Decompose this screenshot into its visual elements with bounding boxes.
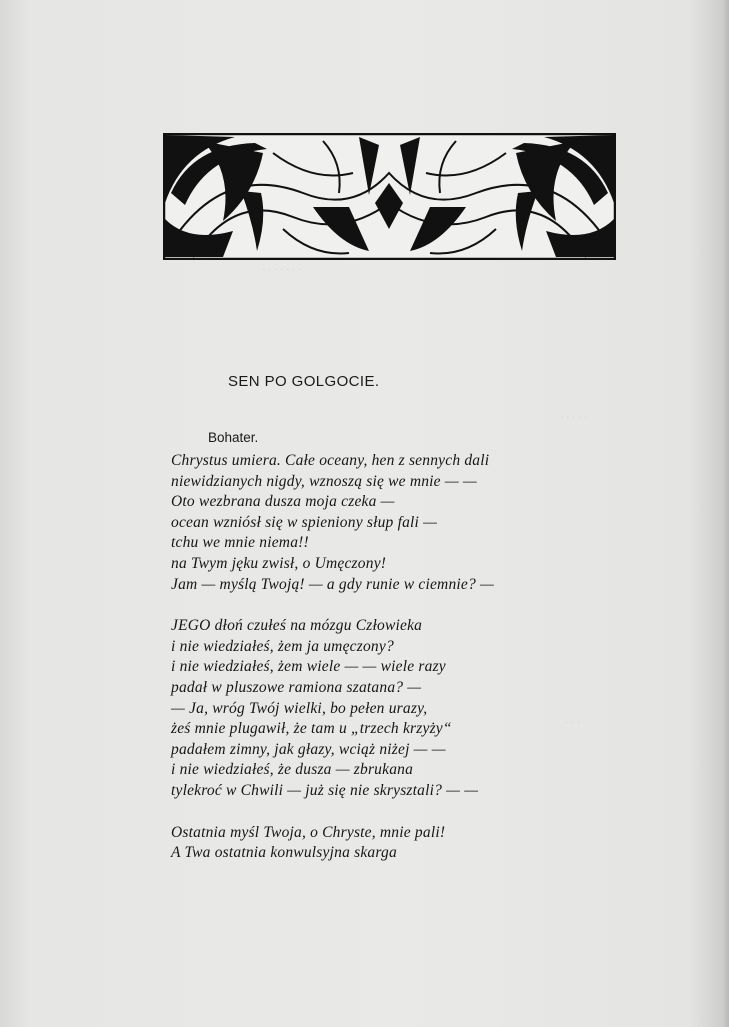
verse-line: — Ja, wróg Twój wielki, bo pełen urazy, — [171, 699, 428, 717]
ornament-vignette — [163, 133, 616, 260]
verse-line: niewidzianych nigdy, wznoszą się we mnie — — — [171, 472, 477, 490]
verse-line: padał w pluszowe ramiona szatana? — — [171, 678, 422, 696]
stanza — [171, 451, 591, 595]
poem-body — [171, 451, 591, 885]
verse-line: ocean wzniósł się w spieniony słup fali — — [171, 513, 438, 531]
verse-line: i nie wiedziałeś, żem wiele — — wiele razy — [171, 658, 446, 676]
verse-line: Jam — myślą Twoją! — a gdy runie w ciemnie? — — [171, 575, 494, 593]
verse-line: żeś mnie plugawił, że tam u „trzech krzyży“ — [171, 720, 452, 738]
speaker-label: Bohater. — [208, 430, 259, 445]
page-edge-shadow — [721, 0, 729, 1027]
show-through-text: · · · — [565, 715, 580, 729]
show-through-text: · · · · · · · — [262, 262, 301, 276]
verse-line: padałem zimny, jak głazy, wciąż niżej — — — [171, 740, 446, 758]
verse-line: Oto wezbrana dusza moja czeka — — [171, 493, 395, 511]
poem-title: SEN PO GOLGOCIE. — [228, 373, 380, 390]
verse-line: JEGO dłoń czułeś na mózgu Człowieka — [171, 617, 423, 635]
verse-line: tchu we mnie niema!! — [171, 534, 309, 552]
stanza — [171, 616, 591, 801]
verse-line: na Twym jęku zwisł, o Umęczony! — [171, 554, 387, 572]
verse-line: i nie wiedziałeś, że dusza — zbrukana — [171, 761, 414, 779]
stanza — [171, 823, 591, 864]
verse-line: tylekroć w Chwili — już się nie skrysztali? — — — [171, 781, 479, 799]
verse-line: i nie wiedziałeś, żem ja umęczony? — [171, 637, 394, 655]
verse-line: A Twa ostatnia konwulsyjna skarga — [171, 844, 397, 862]
verse-line: Chrystus umiera. Całe oceany, hen z sennych dali — [171, 452, 490, 469]
show-through-text: · · · · · — [560, 410, 587, 424]
verse-line: Ostatnia myśl Twoja, o Chryste, mnie pali! — [171, 823, 446, 841]
